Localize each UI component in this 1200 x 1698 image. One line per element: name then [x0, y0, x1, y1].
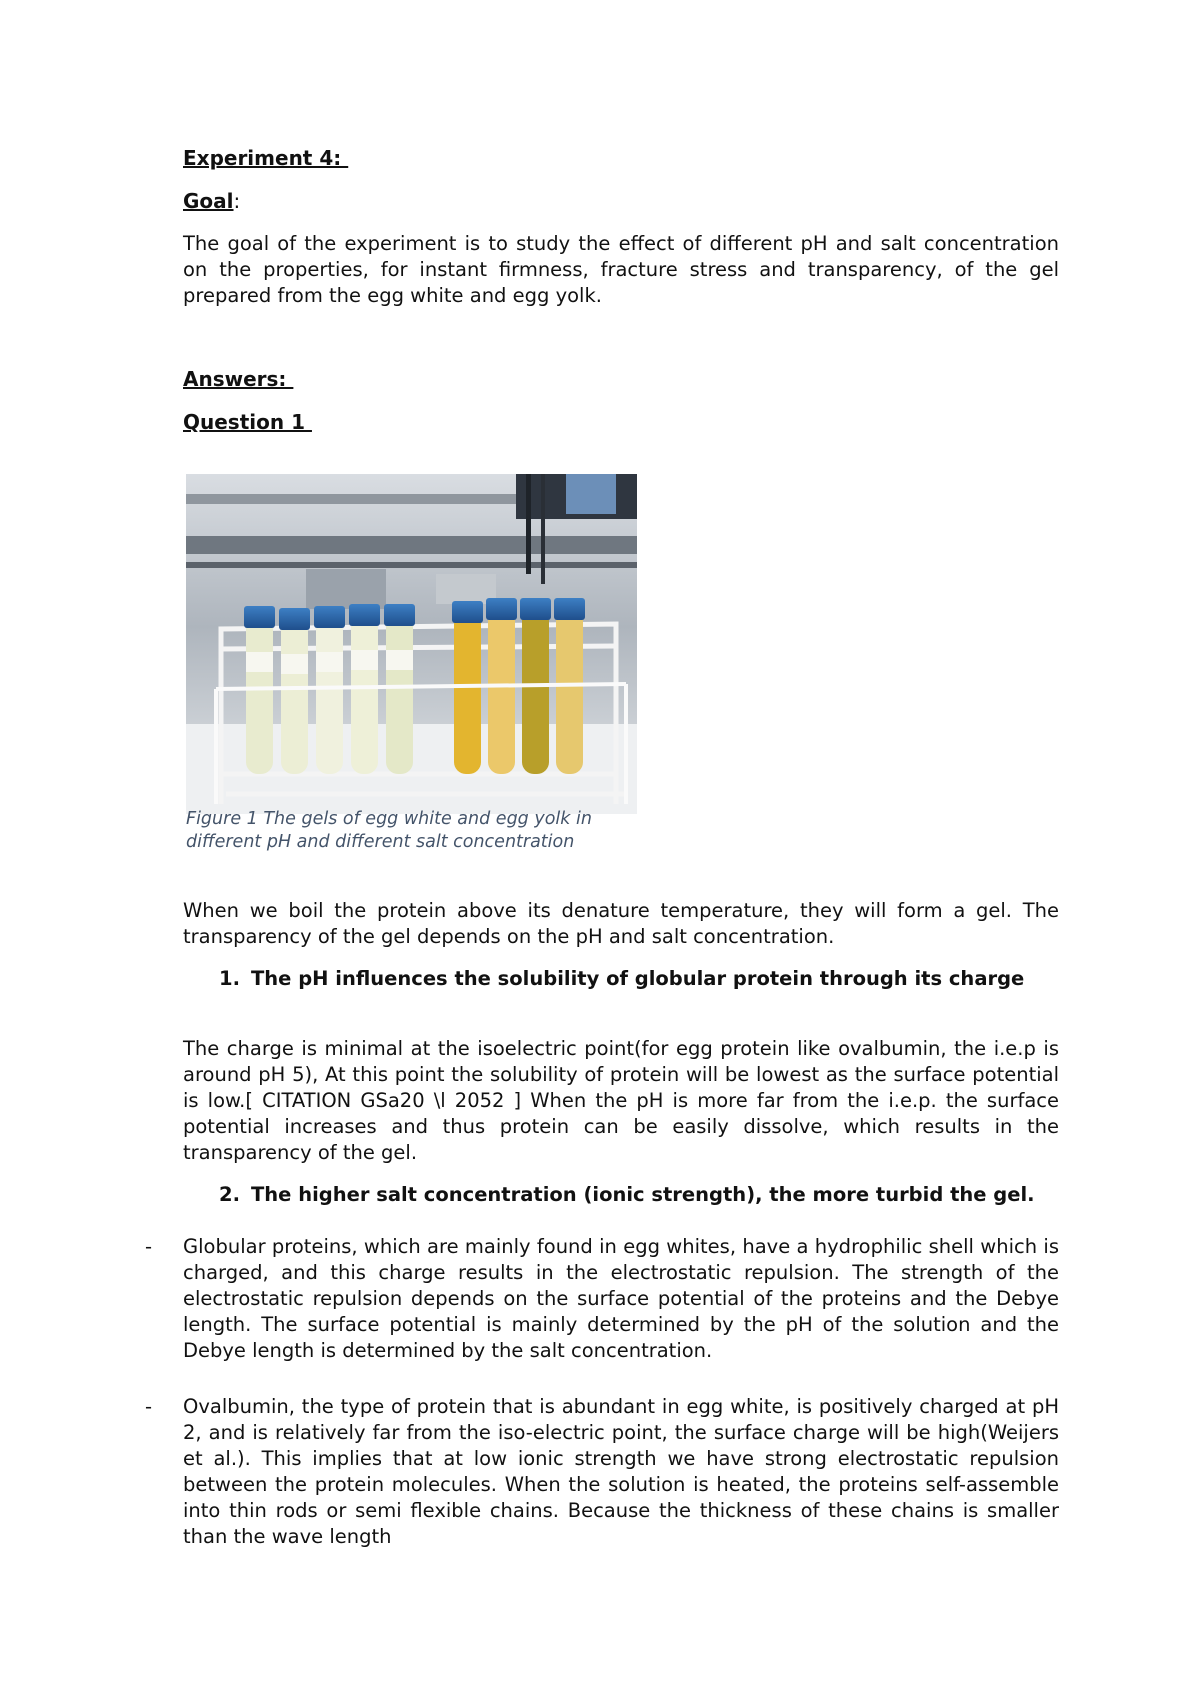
bullet-text: Globular proteins, which are mainly found in egg whites, have a hydrophilic shell which is charged, and this charge results in the electrostatic repulsion. The strength of the electrostatic repulsion depends on the surface potential of the proteins and the Debye length. The surface potential is mainly determined by the pH of the solution and the Debye length is determined by the salt concentration. [183, 1235, 1059, 1362]
point-2-number: 2. [219, 1183, 240, 1206]
document-page [145, 0, 1059, 1698]
intro-paragraph: When we boil the protein above its denature temperature, they will form a gel. The transparency of the gel depends on the pH and salt concentration. [183, 899, 1059, 948]
bullet-dash: - [145, 1235, 153, 1258]
question-heading: Question 1 [183, 410, 312, 434]
point-2-heading-text: The higher salt concentration (ionic strength), the more turbid the gel. [251, 1183, 1035, 1206]
goal-colon: : [233, 189, 241, 213]
answers-heading: Answers: [183, 367, 294, 391]
goal-paragraph: The goal of the experiment is to study the effect of different pH and salt concentration on the properties, for instant firmness, fracture stress and transparency, of the gel prepared from the egg white and egg yolk. [183, 232, 1059, 307]
goal-heading [183, 189, 240, 213]
bullet-dash: - [145, 1395, 153, 1418]
experiment-title: Experiment 4: [183, 146, 349, 170]
point-1-number: 1. [219, 967, 240, 990]
test-tubes-photo [186, 474, 637, 814]
bullet-item [145, 1234, 1059, 1364]
bullet-item [145, 1394, 1059, 1550]
bullet-text: Ovalbumin, the type of protein that is abundant in egg white, is positively charged at pH 2, and is relatively far from the iso-electric point, the surface charge will be high(Weijers et al.). This implies that at low ionic strength we have strong electrostatic repulsion between the protein molecules. When the solution is heated, the proteins self-assemble into thin rods or semi flexible chains. Because the thickness of these chains is smaller than the wave length [183, 1395, 1059, 1548]
point-1-heading [219, 966, 1059, 992]
point-1-paragraph: The charge is minimal at the isoelectric point(for egg protein like ovalbumin, the i.e.p is around pH 5), At this point the solubility of protein will be lowest as the surface potential is low.[ CITATION GSa20 \l 2052 ] When the pH is more far from the i.e.p. the surface potential increases and thus protein can be easily dissolve, which results in the transparency of the gel. [183, 1037, 1059, 1164]
goal-label: Goal [183, 189, 234, 213]
point-2-heading [219, 1182, 1059, 1208]
point-1-heading-text: The pH influences the solubility of globular protein through its charge [251, 967, 1025, 990]
figure-caption: Figure 1 The gels of egg white and egg yolk in different pH and different salt concentration [186, 809, 592, 852]
